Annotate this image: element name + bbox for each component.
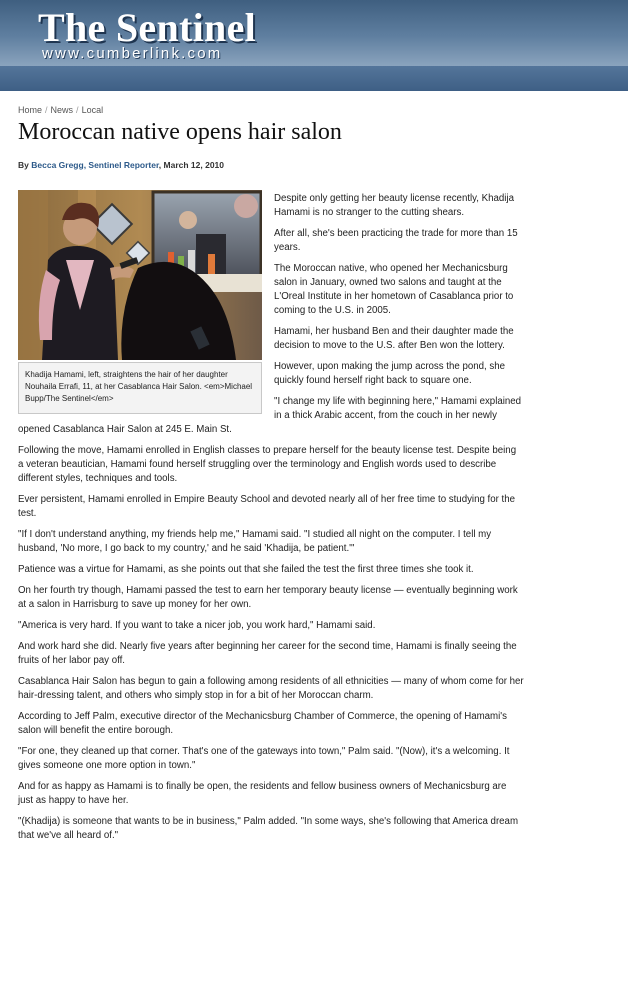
article-paragraph: "If I don't understand anything, my friends help me," Hamami said. "I studied all night on the computer. I tell my husband, 'No more, I go back to my country,' and he said 'Khadija, be patient.'" bbox=[18, 529, 492, 554]
masthead bbox=[0, 0, 628, 91]
article-paragraph: "America is very hard. If you want to take a nicer job, you work hard," Hamami said. bbox=[18, 620, 376, 631]
article-paragraph: And work hard she did. Nearly five years after beginning her career for the second time, Hamami is finally seeing the fruits of her labor pay off. bbox=[18, 641, 517, 666]
photo-caption: Khadija Hamami, left, straightens the hair of her daughter Nouhaila Errafi, 11, at her Casablanca Hair Salon. <em>Michael Bupp/The Sentinel</em> bbox=[18, 362, 262, 414]
breadcrumb bbox=[18, 105, 103, 115]
breadcrumb-local-link[interactable]: Local bbox=[81, 105, 104, 115]
photo-float-spacer bbox=[18, 192, 274, 422]
article-paragraph: Following the move, Hamami enrolled in English classes to prepare herself for the beauty license test. Despite being a veteran beautician, Hamami found herself struggling over the terminology and English words used to describe different styles, techniques and tools. bbox=[18, 445, 517, 484]
article-paragraph: Hamami, her husband Ben and their daughter made the decision to move to the U.S. after Ben won the lottery. bbox=[274, 326, 514, 351]
article-paragraph: "(Khadija) is someone that wants to be in business," Palm added. "In some ways, she's following that America dream that we've all heard of." bbox=[18, 816, 519, 841]
masthead-band bbox=[0, 66, 628, 91]
article-paragraph: "For one, they cleaned up that corner. That's one of the gateways into town," Palm said. "(Now), it's a welcoming. It gives someone one more option in town." bbox=[18, 746, 510, 771]
breadcrumb-home-link[interactable]: Home bbox=[18, 105, 43, 115]
article-byline bbox=[18, 160, 224, 170]
byline-author-link[interactable]: Becca Gregg, Sentinel Reporter bbox=[31, 160, 159, 170]
breadcrumb-separator: / bbox=[76, 105, 79, 115]
article-paragraph: On her fourth try though, Hamami passed the test to earn her temporary beauty license — eventually beginning work at a salon in Harrisburg to save up money for her own. bbox=[18, 585, 518, 610]
article-paragraph: Ever persistent, Hamami enrolled in Empire Beauty School and devoted nearly all of her free time to studying for the test. bbox=[18, 494, 516, 519]
article-paragraph: And for as happy as Hamami is to finally be open, the residents and fellow business owners of Mechanicsburg are just as happy to have her. bbox=[18, 781, 507, 806]
article-paragraph: The Moroccan native, who opened her Mechanicsburg salon in January, owned two salons and taught at the L'Oreal Institute in her hometown of Casablanca prior to coming to the U.S. in 2005. bbox=[274, 263, 514, 316]
site-url[interactable]: www.cumberlink.com bbox=[42, 45, 223, 62]
article-paragraph: However, upon making the jump across the pond, she quickly found herself right back to square one. bbox=[274, 361, 506, 386]
article-headline: Moroccan native opens hair salon bbox=[18, 119, 342, 145]
article-paragraph: Despite only getting her beauty license recently, Khadija Hamami is no stranger to the cutting shears. bbox=[274, 193, 514, 218]
article-body bbox=[18, 192, 524, 850]
breadcrumb-separator: / bbox=[45, 105, 48, 115]
breadcrumb-news-link[interactable]: News bbox=[50, 105, 74, 115]
article-paragraph: "I change my life with beginning here," Hamami explained in a thick Arabic accent, from the couch in her newly opened Casablanca Hair Salon at 245 E. Main St. bbox=[18, 396, 522, 435]
byline-date: , March 12, 2010 bbox=[158, 160, 225, 170]
article-paragraph: Patience was a virtue for Hamami, as she points out that she failed the test the first three times she took it. bbox=[18, 564, 474, 575]
article-paragraph: After all, she's been practicing the trade for more than 15 years. bbox=[274, 228, 518, 253]
article-paragraph: According to Jeff Palm, executive director of the Mechanicsburg Chamber of Commerce, the opening of Hamami's salon will benefit the entire borough. bbox=[18, 711, 507, 736]
article-paragraph: Casablanca Hair Salon has begun to gain a following among residents of all ethnicities — many of whom come for her hair-dressing talent, and others who simply stop in for a bit of her Moroccan charm. bbox=[18, 676, 524, 701]
byline-prefix: By bbox=[18, 160, 29, 170]
site-logo[interactable]: The Sentinel bbox=[38, 5, 257, 50]
